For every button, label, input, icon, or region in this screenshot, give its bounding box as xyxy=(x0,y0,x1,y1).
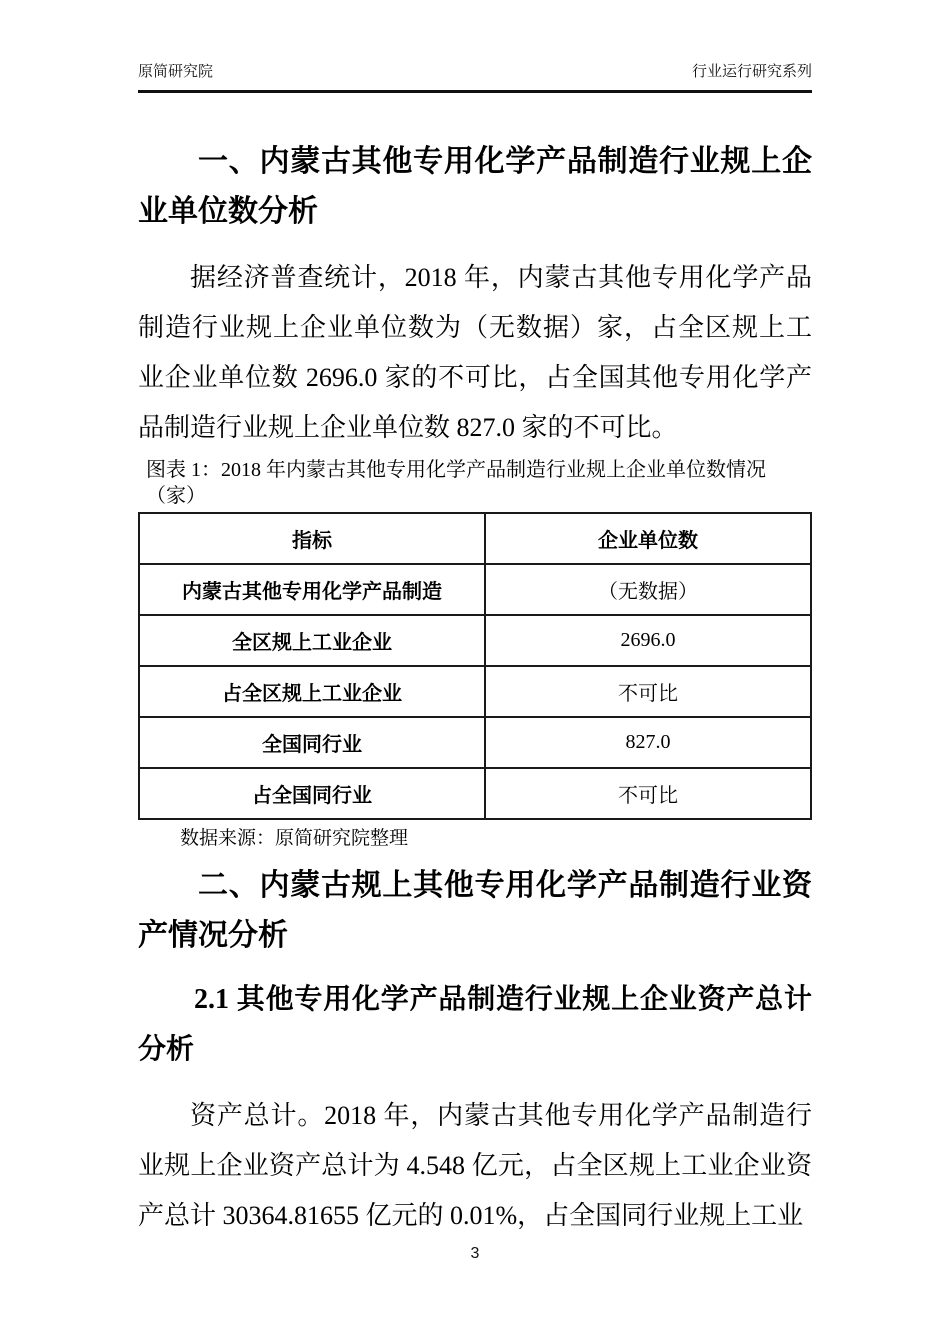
value-cell: 2696.0 xyxy=(485,615,811,666)
section2-subheading: 2.1 其他专用化学产品制造行业规上企业资产总计分析 xyxy=(138,984,812,1065)
table-header-value: 企业单位数 xyxy=(485,513,811,564)
table-body xyxy=(139,564,811,819)
page-number: 3 xyxy=(470,1245,480,1262)
figure-source: 数据来源：原简研究院整理 xyxy=(180,828,409,849)
figure-caption: 图表 1：2018 年内蒙古其他专用化学产品制造行业规上企业单位数情况（家） xyxy=(146,459,766,507)
table-row xyxy=(139,768,811,819)
header-right-text: 行业运行研究系列 xyxy=(691,63,812,80)
section1-heading: 一、内蒙古其他专用化学产品制造行业规上企业单位数分析 xyxy=(138,145,812,228)
section1-paragraph: 据经济普查统计，2018 年，内蒙古其他专用化学产品制造行业规上企业单位数为（无数据）家，占全区规上工业企业单位数 2696.0 家的不可比，占全国其他专用化学产品制造行业规上企业单位数 827.0 家的不可比。 xyxy=(138,263,812,442)
table-header-row xyxy=(139,513,811,564)
section2-heading: 二、内蒙古规上其他专用化学产品制造行业资产情况分析 xyxy=(138,869,812,952)
value-cell: 不可比 xyxy=(485,768,811,819)
indicator-cell: 全国同行业 xyxy=(139,717,485,768)
header-divider xyxy=(138,90,812,93)
table-row xyxy=(139,666,811,717)
table-header-indicator: 指标 xyxy=(139,513,485,564)
indicator-cell: 占全国同行业 xyxy=(139,768,485,819)
section2-paragraph: 资产总计。2018 年，内蒙古其他专用化学产品制造行业规上企业资产总计为 4.548 亿元，占全区规上工业企业资产总计 30364.81655 亿元的 0.01%，占全国同行业规上工业 xyxy=(138,1101,812,1230)
indicator-cell: 占全区规上工业企业 xyxy=(139,666,485,717)
table-row xyxy=(139,564,811,615)
header-left-text: 原简研究院 xyxy=(138,63,214,80)
value-cell: （无数据） xyxy=(485,564,811,615)
indicator-cell: 全区规上工业企业 xyxy=(139,615,485,666)
indicator-cell: 内蒙古其他专用化学产品制造 xyxy=(139,564,485,615)
page-header xyxy=(138,0,812,82)
value-cell: 827.0 xyxy=(485,717,811,768)
figure-table xyxy=(138,512,812,820)
table-row xyxy=(139,717,811,768)
value-cell: 不可比 xyxy=(485,666,811,717)
table-row xyxy=(139,615,811,666)
table-head xyxy=(139,513,811,564)
